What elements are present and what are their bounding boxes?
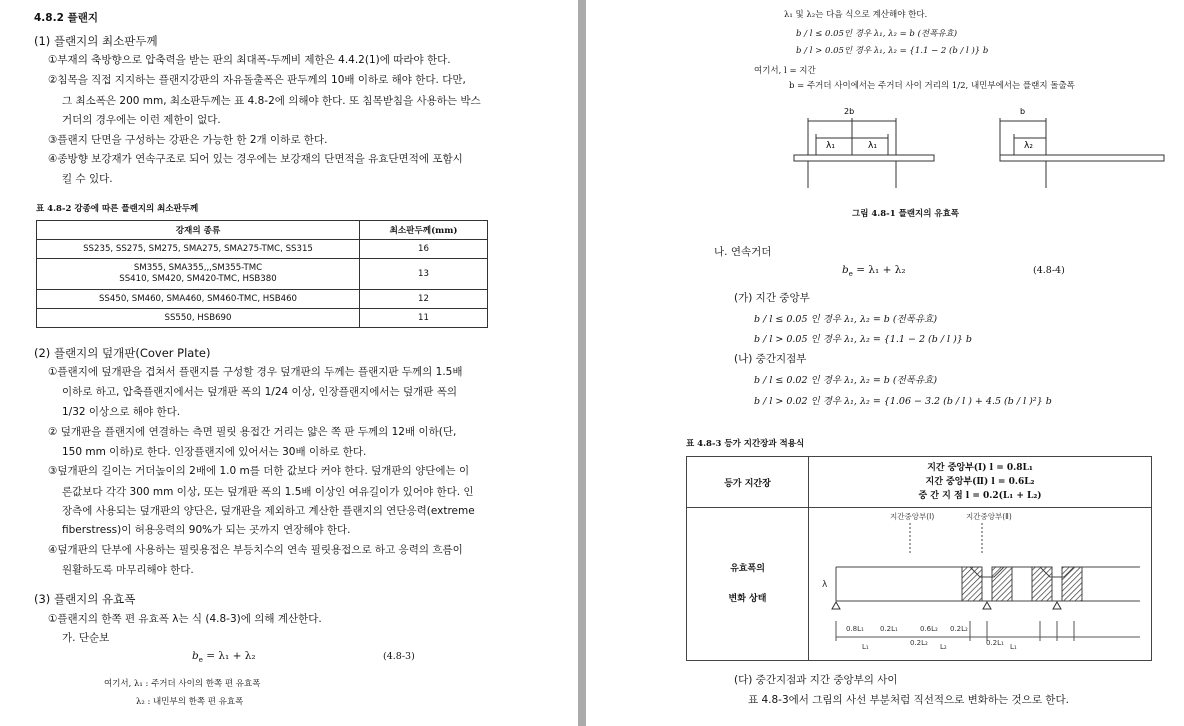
label-b: b [1020,107,1026,116]
s1-p2a: ②침목을 직접 지지하는 플랜지강판의 자유돌출폭은 판두께의 10배 이하로 해야 한다. 다만, [48,74,466,86]
diag-top-label-2: 지간중앙부(Ⅱ) [966,512,1012,521]
support-cond-2: b / l > 0.02 인 경우 λ₁, λ₂ = {1.06 − 3.2 (b / l ) + 4.5 (b / l )²} b [754,396,1052,407]
where-b: b = 주거더 사이에서는 주거더 사이 거리의 1/2, 내민부에서는 플랜지 돌출폭 [789,81,1075,91]
left-page [0,0,578,726]
figure-caption: 그림 4.8-1 플랜지의 유효폭 [852,209,960,219]
transition-heading: (다) 중간지점과 지간 중앙부의 사이 [734,674,898,686]
where-2: λ₂ : 내민부의 한쪽 편 유효폭 [136,697,244,707]
span-center-cond-1: b / l ≤ 0.05 인 경우 λ₁, λ₂ = b (전폭유효) [754,314,938,325]
table-row: SM355, SMA355,,,SM355-TMC SS410, SM420, SM420-TMC, HSB380 13 [37,259,488,290]
s1-p3: ③플랜지 단면을 구성하는 강판은 가능한 한 2개 이하로 한다. [48,134,328,146]
label-lambda1-a: λ₁ [826,141,835,151]
span-center-heading: (가) 지간 중앙부 [734,292,810,304]
equation-4-8-3: $b_e = \lambda_1 + \lambda_2$ [192,650,256,665]
s2-p1c: 1/32 이상으로 해야 한다. [62,406,181,418]
s1-p4b: 킬 수 있다. [62,173,113,185]
label-lambda1-b: λ₁ [868,141,877,151]
s1-p1: ①부재의 축방향으로 압축력을 받는 판의 최대폭-두께비 제한은 4.4.2(1)에 따라야 한다. [48,54,451,66]
s1-p4a: ④종방향 보강재가 연속구조로 되어 있는 경우에는 보강재의 단면적을 유효단면적에 포함시 [48,153,463,165]
transition-text: 표 4.8-3에서 그림의 사선 부분처럼 직선적으로 변화하는 것으로 한다. [748,694,1069,706]
diag-dim-0-2l2: 0.2L₂ [950,625,968,633]
table2-r1c2b: 지간 중앙부(Ⅱ) l = 0.6L₂ [925,477,1035,487]
equation-number: (4.8-3) [383,651,415,662]
support-cond-1: b / l ≤ 0.02 인 경우 λ₁, λ₂ = b (전폭유효) [754,375,938,386]
intro-line: λ₁ 및 λ₂는 다음 식으로 계산해야 한다. [784,10,928,20]
s2-title: (2) 플랜지의 덮개판(Cover Plate) [34,346,211,360]
table2-r2c1a: 유효폭의 [730,564,765,574]
label-lambda2: λ₂ [1024,141,1033,151]
s1-p2b: 그 최소폭은 200 mm, 최소판두께는 표 4.8-2에 의해야 한다. 또 침목받침을 사용하는 박스 [62,95,481,107]
table1-col2: 최소판두께(mm) [360,221,488,240]
continuous-girder-heading: 나. 연속거더 [714,246,772,258]
s2-p2a: ② 덮개판을 플랜지에 연결하는 측면 필릿 용접간 거리는 얇은 쪽 판 두께의 12배 이하(단, [48,426,457,438]
diag-dim-0-2l1-b: 0.2L₁ [986,639,1004,647]
cond-2: b / l > 0.05인 경우 λ₁, λ₂ = {1.1 − 2 (b / l )} b [796,46,989,56]
s2-p1b: 이하로 하고, 압축플랜지에서는 덮개판 폭의 1/24 이상, 인장플랜지에서는 덮개판 폭의 [62,386,458,398]
table2-r1c2c: 중 간 지 점 l = 0.2(L₁ + L₂) [918,491,1042,501]
s3-p1: ①플랜지의 한쪽 편 유효폭 λ는 식 (4.8-3)에 의해 계산한다. [48,613,322,625]
equation-number-2: (4.8-4) [1033,265,1065,276]
diag-dim-l1-b: L₁ [1010,643,1017,651]
table2-caption: 표 4.8-3 등가 지간장과 적용식 [686,439,805,449]
s3-title: (3) 플랜지의 유효폭 [34,592,136,606]
diag-dim-0-2l1: 0.2L₁ [880,625,898,633]
effective-width-figure [786,100,1166,190]
diag-dim-l2: L₂ [940,643,947,651]
right-page [586,0,1184,726]
s2-p4b: 원활하도록 마무리해야 한다. [62,564,194,576]
s2-p4a: ④덮개판의 단부에 사용하는 필릿용접은 부등치수의 연속 필릿용접으로 하고 응력의 흐름이 [48,544,463,556]
s2-p3a: ③덮개판의 길이는 거더높이의 2배에 1.0 m를 더한 값보다 커야 한다. 덮개판의 양단에는 이 [48,465,470,477]
s3-sub: 가. 단순보 [62,632,110,644]
diag-dim-0-2l2-b: 0.2L₂ [910,639,928,647]
cond-1: b / l ≤ 0.05인 경우 λ₁, λ₂ = b (전폭유효) [796,29,958,39]
support-heading: (나) 중간지점부 [734,353,807,365]
s2-p3c: 장측에 사용되는 덮개판의 양단은, 덮개판을 제외하고 계산한 플랜지의 연단응력(extreme [62,505,475,517]
thickness-table [36,220,488,328]
diag-dim-l1: L₁ [862,643,869,651]
label-2b: 2b [844,107,855,116]
where-1: 여기서, λ₁ : 주거더 사이의 한쪽 편 유효폭 [104,679,261,689]
diag-dim-0-8l1: 0.8L₁ [846,625,864,633]
s2-p2b: 150 mm 이하)로 한다. 인장플랜지에 있어서는 30배 이하로 한다. [62,446,367,458]
diag-top-label-1: 지간중앙부(Ⅰ) [890,512,935,521]
diag-lambda: λ [822,580,828,590]
table2-r2c1b: 변화 상태 [728,594,767,604]
table1-caption: 표 4.8-2 강종에 따른 플랜지의 최소판두께 [36,204,199,214]
span-center-cond-2: b / l > 0.05 인 경우 λ₁, λ₂ = {1.1 − 2 (b / l )} b [754,334,972,345]
effective-width-variation-diagram [810,509,1150,659]
table-row: SS450, SM460, SMA460, SM460-TMC, HSB460 12 [37,290,488,309]
where-l: 여기서, l = 지간 [754,66,816,76]
table2-r1c2a: 지간 중앙부(Ⅰ) l = 0.8L₁ [927,463,1033,473]
equation-4-8-4: $b_e = \lambda_1 + \lambda_2$ [842,264,906,279]
table-row: SS235, SS275, SM275, SMA275, SMA275-TMC, SS315 16 [37,240,488,259]
s1-p2c: 거더의 경우에는 이런 제한이 없다. [62,114,221,126]
diag-dim-0-6l2: 0.6L₂ [920,625,938,633]
table2-r1c1: 등가 지간장 [687,457,809,508]
equivalent-span-table [686,456,1152,661]
s2-p3d: fiberstress)이 허용응력의 90%가 되는 곳까지 연장해야 한다. [62,524,351,536]
table1-col1: 강재의 종류 [37,221,360,240]
s2-p3b: 론값보다 각각 300 mm 이상, 또는 덮개판 폭의 1.5배 이상인 여유길이가 있어야 한다. 인 [62,486,474,498]
section-heading: 4.8.2 플랜지 [34,12,98,24]
s2-p1a: ①플랜지에 덮개판을 겹쳐서 플랜지를 구성할 경우 덮개판의 두께는 플랜지판 두께의 1.5배 [48,366,463,378]
s1-title: (1) 플랜지의 최소판두께 [34,34,158,48]
table-row: SS550, HSB690 11 [37,309,488,328]
